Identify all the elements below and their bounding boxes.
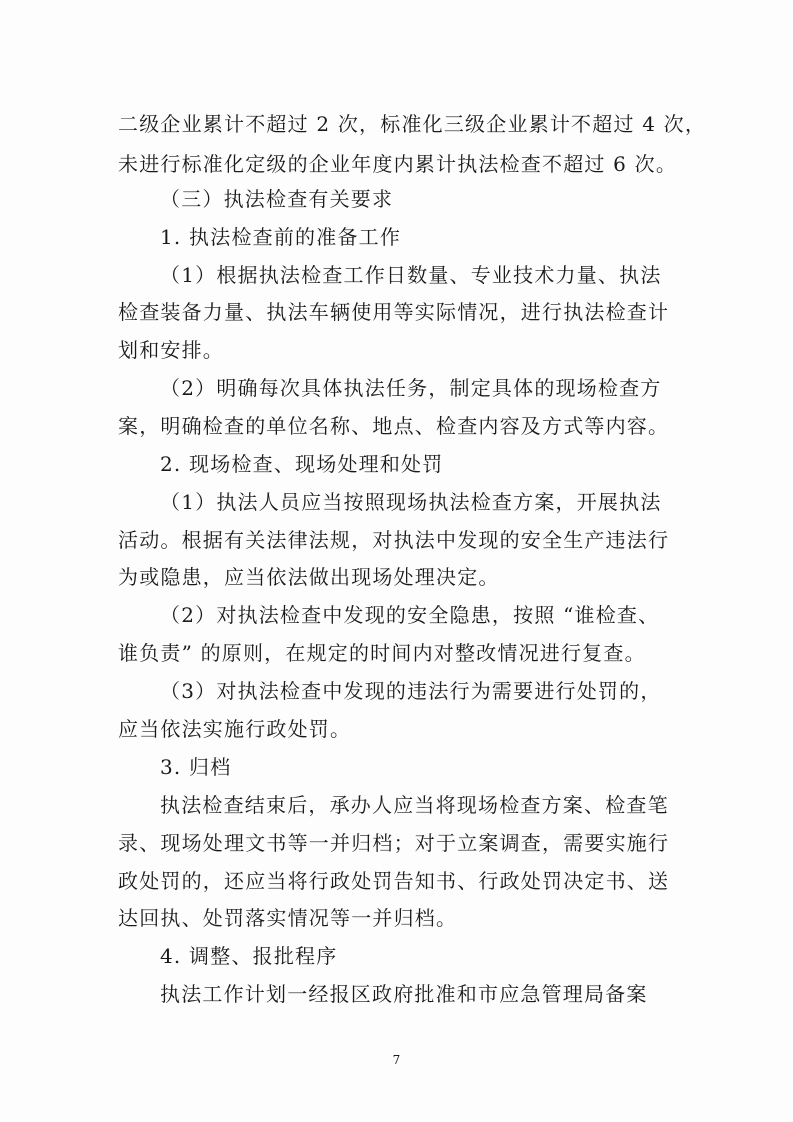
- text-line: 执法工作计划一经报区政府批准和市应急管理局备案: [160, 982, 648, 1006]
- text-line: （3）对执法检查中发现的违法行为需要进行处罚的，: [160, 679, 662, 703]
- text-line: 二级企业累计不超过 2 次，标准化三级企业累计不超过 4 次，: [118, 112, 707, 136]
- text-line: 为或隐患，应当依法做出现场处理决定。: [118, 565, 500, 589]
- subsection-heading: 2. 现场检查、现场处理和处罚: [160, 452, 444, 476]
- text-line: 未进行标准化定级的企业年度内累计执法检查不超过 6 次。: [118, 152, 678, 176]
- text-line: 谁负责” 的原则，在规定的时间内对整改情况进行复查。: [118, 641, 646, 665]
- page-number: 7: [392, 1053, 401, 1067]
- text-line: （1）根据执法检查工作日数量、专业技术力量、执法: [160, 263, 662, 287]
- text-line: （1）执法人员应当按照现场执法检查方案，开展执法: [160, 490, 662, 514]
- subsection-heading: 1. 执法检查前的准备工作: [160, 225, 402, 249]
- text-line: 达回执、处罚落实情况等一并归档。: [118, 906, 458, 930]
- section-heading: （三）执法检查有关要求: [160, 187, 394, 211]
- text-line: 检查装备力量、执法车辆使用等实际情况，进行执法检查计: [118, 300, 670, 324]
- text-line: （2）对执法检查中发现的安全隐患，按照 “谁检查、: [160, 603, 660, 627]
- text-line: 应当依法实施行政处罚。: [118, 717, 352, 741]
- text-line: 活动。根据有关法律法规，对执法中发现的安全生产违法行: [118, 528, 670, 552]
- text-line: 政处罚的，还应当将行政处罚告知书、行政处罚决定书、送: [118, 869, 670, 893]
- subsection-heading: 3. 归档: [160, 755, 232, 779]
- subsection-heading: 4. 调整、报批程序: [160, 944, 338, 968]
- text-line: 划和安排。: [118, 338, 224, 362]
- text-line: 案，明确检查的单位名称、地点、检查内容及方式等内容。: [118, 414, 670, 438]
- text-line: （2）明确每次具体执法任务，制定具体的现场检查方: [160, 376, 662, 400]
- text-line: 录、现场处理文书等一并归档；对于立案调查，需要实施行: [118, 831, 670, 855]
- text-line: 执法检查结束后，承办人应当将现场检查方案、检查笔: [160, 793, 669, 817]
